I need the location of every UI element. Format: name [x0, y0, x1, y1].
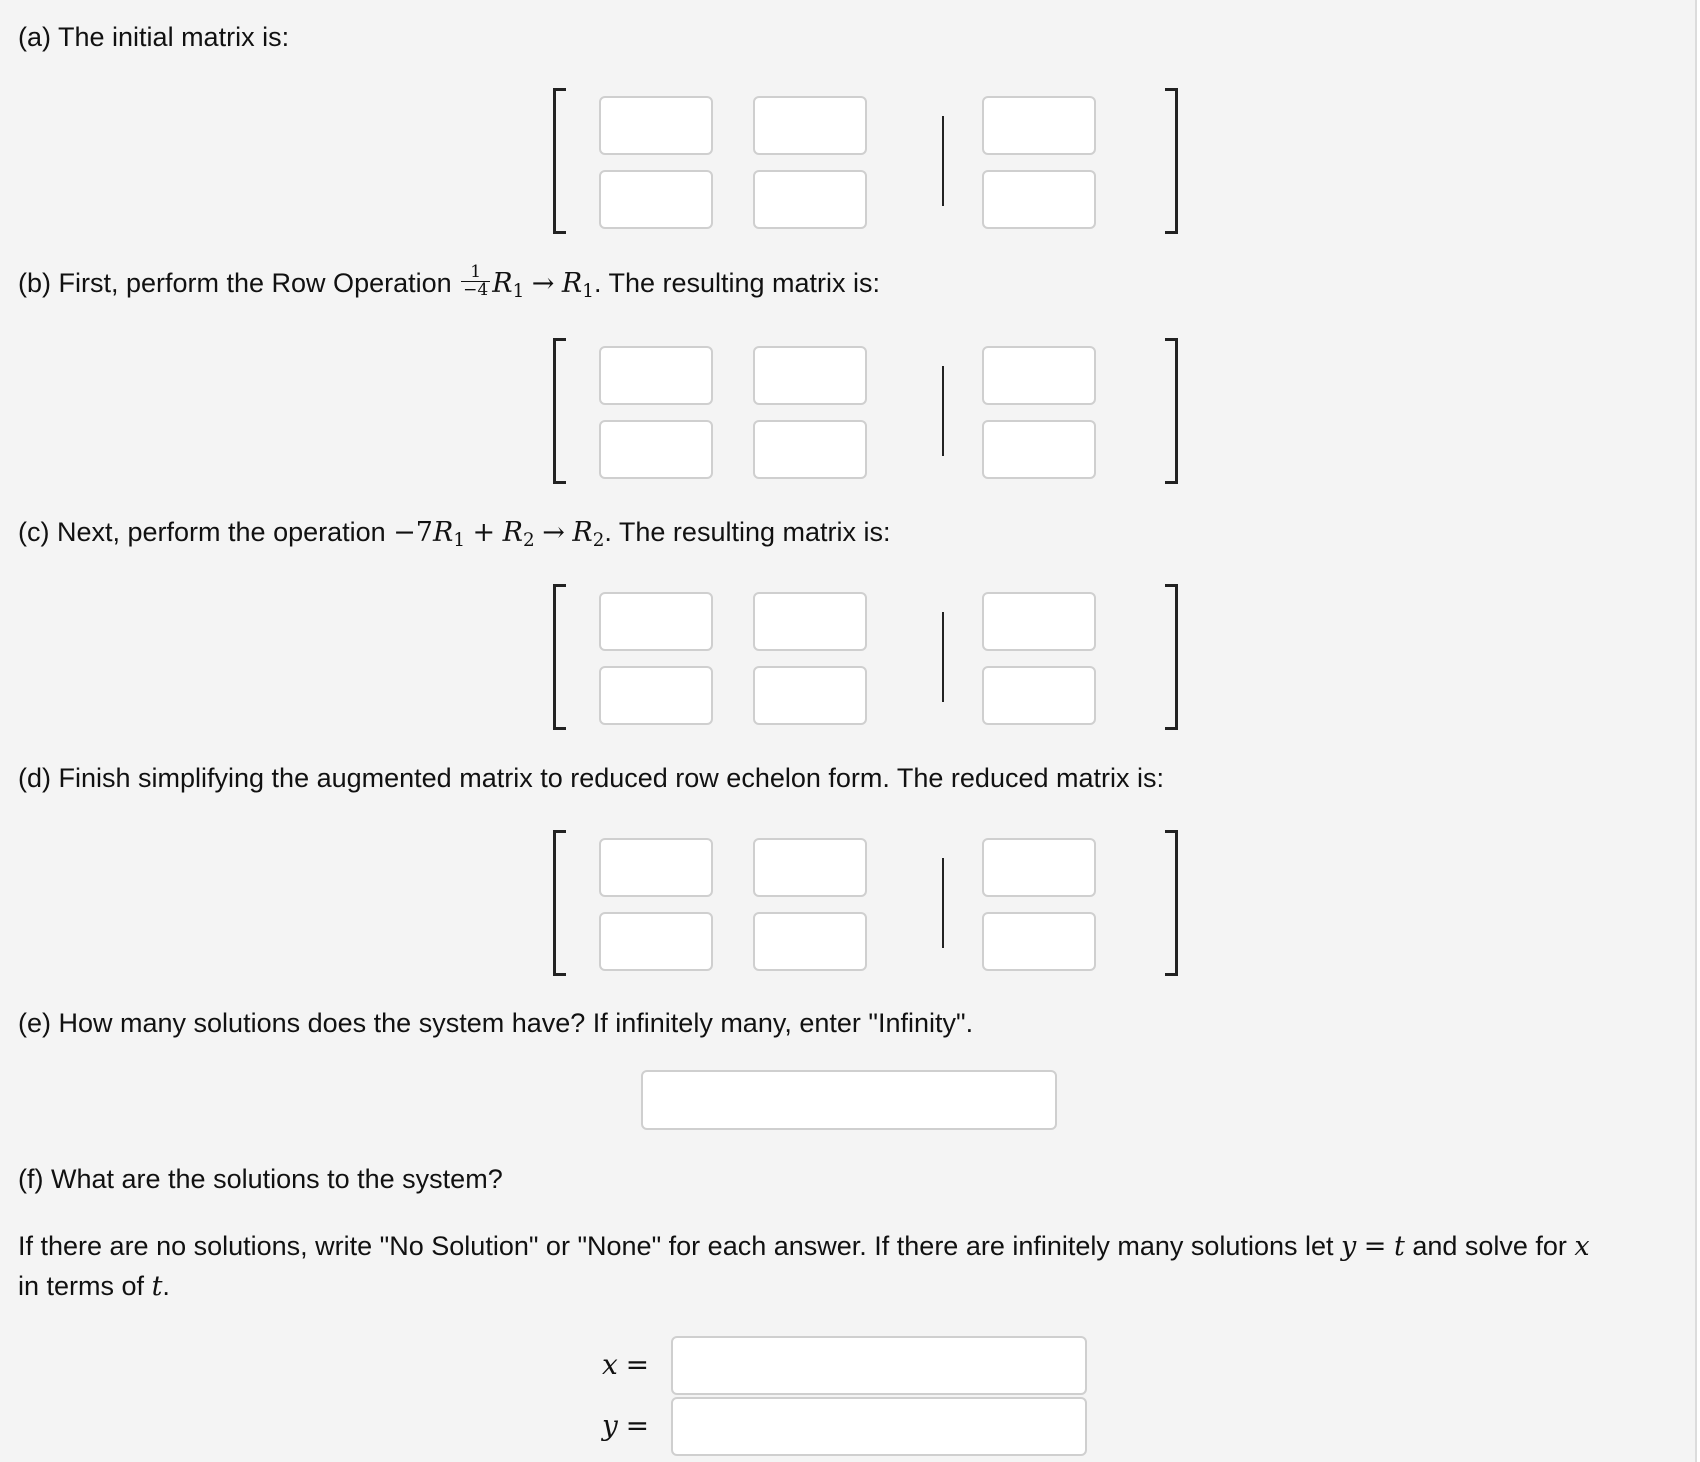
matrix-c	[553, 584, 1183, 728]
fraction-denominator: −4	[463, 280, 489, 301]
part-c-label	[18, 515, 891, 558]
y-answer-input[interactable]	[671, 1397, 1087, 1456]
part-b-label	[18, 262, 881, 309]
matrix-a	[553, 88, 1183, 232]
row-symbol: R	[561, 268, 583, 299]
arrow-symbol: →	[542, 517, 565, 548]
row-index: 1	[453, 530, 466, 552]
row-symbol: R	[432, 517, 454, 548]
row-index: 2	[523, 530, 535, 552]
matrix-a-r1c3-input[interactable]	[982, 96, 1096, 155]
matrix-d-r2c3-input[interactable]	[982, 912, 1096, 971]
y-label	[602, 1409, 649, 1443]
part-f-instructions-line1	[18, 1229, 1590, 1264]
augment-divider	[942, 858, 944, 948]
matrix-d-r1c1-input[interactable]	[599, 838, 713, 897]
matrix-b-r1c1-input[interactable]	[599, 346, 713, 405]
x-label	[602, 1348, 649, 1382]
matrix-d-r2c1-input[interactable]	[599, 912, 713, 971]
left-bracket	[553, 830, 566, 976]
plus-symbol: +	[472, 517, 496, 548]
var-t: t	[151, 1271, 163, 1302]
var-x: x	[602, 1348, 618, 1381]
matrix-d-r2c2-input[interactable]	[753, 912, 867, 971]
matrix-d	[553, 830, 1183, 974]
part-f-title: (f) What are the solutions to the system?	[18, 1164, 503, 1194]
fraction-numerator: 1	[461, 264, 490, 282]
solution-count-input[interactable]	[641, 1070, 1057, 1130]
equals-symbol: =	[1363, 1231, 1387, 1262]
matrix-c-r1c2-input[interactable]	[753, 592, 867, 651]
coefficient: −7	[393, 517, 433, 548]
augment-divider	[942, 366, 944, 456]
var-y: y	[1341, 1231, 1357, 1262]
right-bracket	[1165, 830, 1178, 976]
matrix-b-r2c2-input[interactable]	[753, 420, 867, 479]
matrix-a-r1c1-input[interactable]	[599, 96, 713, 155]
fraction	[461, 264, 490, 299]
instruction-text: If there are no solutions, write "No Solution" or "None" for each answer. If there are infinitely many solutions let	[18, 1231, 1334, 1261]
matrix-b-r2c3-input[interactable]	[982, 420, 1096, 479]
augment-divider	[942, 612, 944, 702]
matrix-a-r1c2-input[interactable]	[753, 96, 867, 155]
matrix-b-r2c1-input[interactable]	[599, 420, 713, 479]
part-d-label: (d) Finish simplifying the augmented matrix to reduced row echelon form. The reduced matrix is:	[18, 763, 1164, 793]
matrix-c-r2c1-input[interactable]	[599, 666, 713, 725]
matrix-d-r1c2-input[interactable]	[753, 838, 867, 897]
x-answer-input[interactable]	[671, 1336, 1087, 1395]
part-a-label: (a) The initial matrix is:	[18, 22, 290, 52]
part-e-label: (e) How many solutions does the system have? If infinitely many, enter "Infinity".	[18, 1008, 974, 1038]
matrix-c-r1c3-input[interactable]	[982, 592, 1096, 651]
left-bracket	[553, 584, 566, 730]
part-b-prefix: (b) First, perform the Row Operation	[18, 268, 452, 298]
part-f-instructions-line2	[18, 1269, 170, 1304]
matrix-b-r1c2-input[interactable]	[753, 346, 867, 405]
equals-symbol: =	[625, 1348, 650, 1381]
var-y: y	[602, 1409, 618, 1442]
var-t: t	[1393, 1231, 1405, 1262]
matrix-a-r2c1-input[interactable]	[599, 170, 713, 229]
matrix-a-r2c3-input[interactable]	[982, 170, 1096, 229]
row-index: 2	[592, 530, 605, 552]
row-symbol: R	[572, 517, 593, 548]
row-index: 1	[512, 281, 525, 303]
part-b-suffix: . The resulting matrix is:	[593, 268, 881, 298]
matrix-c-r2c3-input[interactable]	[982, 666, 1096, 725]
augment-divider	[942, 116, 944, 206]
period: .	[162, 1271, 170, 1301]
matrix-b	[553, 338, 1183, 482]
matrix-d-r1c3-input[interactable]	[982, 838, 1096, 897]
matrix-b-r1c3-input[interactable]	[982, 346, 1096, 405]
arrow-symbol: →	[531, 268, 555, 299]
matrix-c-r2c2-input[interactable]	[753, 666, 867, 725]
matrix-c-r1c1-input[interactable]	[599, 592, 713, 651]
row-symbol: R	[502, 517, 524, 548]
right-bracket	[1165, 88, 1178, 234]
var-x: x	[1574, 1231, 1590, 1262]
equals-symbol: =	[625, 1409, 650, 1442]
right-bracket	[1165, 338, 1178, 484]
row-index: 1	[582, 281, 594, 303]
row-symbol: R	[492, 268, 513, 299]
left-bracket	[553, 338, 566, 484]
right-bracket	[1165, 584, 1178, 730]
instruction-text: and solve for	[1412, 1231, 1567, 1261]
part-c-suffix: . The resulting matrix is:	[604, 517, 891, 547]
matrix-a-r2c2-input[interactable]	[753, 170, 867, 229]
instruction-text: in terms of	[18, 1271, 145, 1301]
part-c-prefix: (c) Next, perform the operation	[18, 517, 386, 547]
left-bracket	[553, 88, 566, 234]
